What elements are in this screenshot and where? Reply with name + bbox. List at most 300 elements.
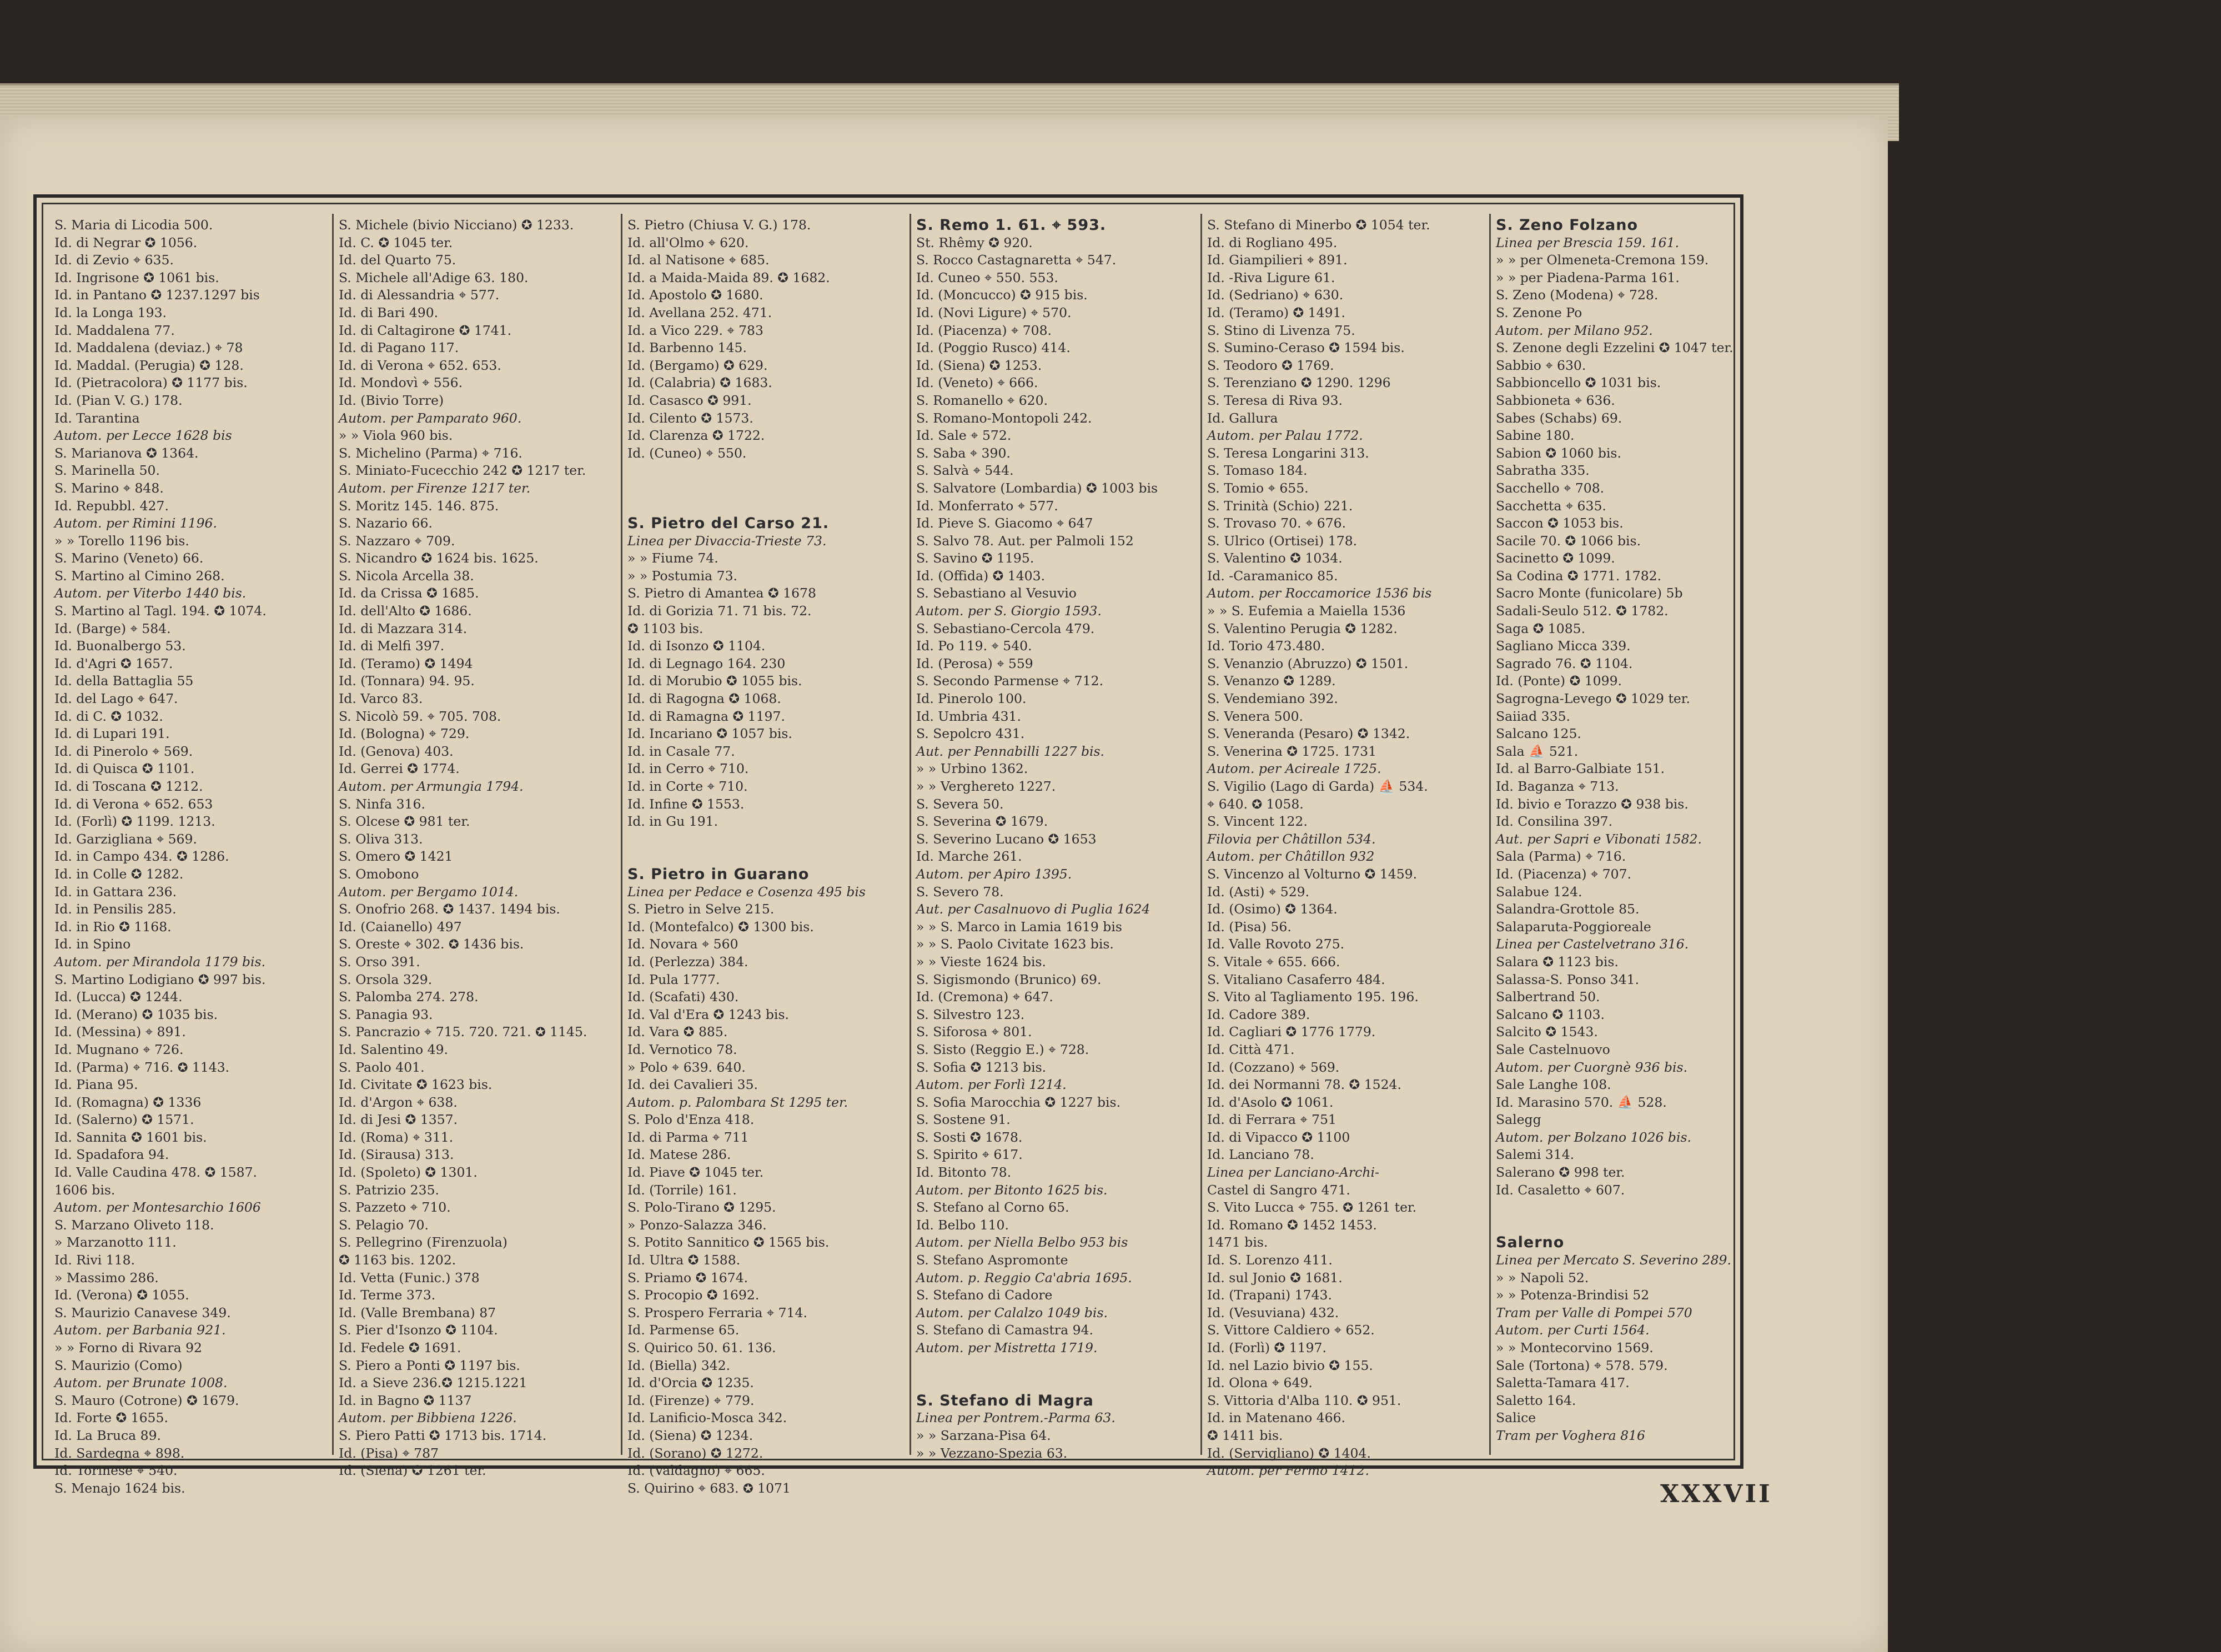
index-entry: S. Nicolò 59. ⌖ 705. 708. [339, 708, 501, 724]
index-entry: Id. (Bivio Torre) [339, 392, 444, 408]
index-entry: S. Vincenzo al Volturno ✪ 1459. [1207, 866, 1418, 882]
index-entry: Id. al Natisone ⌖ 685. [627, 252, 770, 268]
index-entry: Id. a Vico 229. ⌖ 783 [627, 322, 763, 338]
index-entry: Salbertrand 50. [1496, 989, 1600, 1005]
index-entry: S. Omobono [339, 866, 419, 882]
index-entry: S. Sostene 91. [916, 1112, 1011, 1128]
index-entry: S. Sigismondo (Brunico) 69. [916, 971, 1102, 987]
index-entry: Id. dei Cavalieri 35. [627, 1077, 758, 1093]
index-entry: Linea per Pedace e Cosenza 495 bis [627, 883, 866, 900]
index-heading: S. Stefano di Magra [916, 1392, 1094, 1409]
index-entry: Id. di Zevio ⌖ 635. [54, 252, 174, 268]
index-entry: Id. di Morubio ✪ 1055 bis. [627, 673, 802, 689]
index-entry: Autom. p. Reggio Ca'abria 1695. [916, 1269, 1132, 1286]
index-entry: Sabine 180. [1496, 428, 1575, 444]
index-entry: Salegg [1496, 1112, 1541, 1128]
index-entry: » » Vezzano-Spezia 63. [916, 1445, 1068, 1461]
index-entry: S. Vito al Tagliamento 195. 196. [1207, 989, 1419, 1005]
index-heading: S. Zeno Folzano [1496, 217, 1639, 234]
index-entry: Sacchello ⌖ 708. [1496, 480, 1605, 496]
index-entry: Id. Ultra ✪ 1588. [627, 1252, 741, 1268]
index-entry: S. Sisto (Reggio E.) ⌖ 728. [916, 1041, 1089, 1057]
index-heading: Salerno [1496, 1234, 1565, 1252]
index-entry: S. Salvatore (Lombardia) ✪ 1003 bis [916, 480, 1158, 496]
index-heading: S. Pietro del Carso 21. [627, 515, 830, 533]
index-entry: Id. Umbria 431. [916, 708, 1021, 724]
index-entry: Id. (Piacenza) ⌖ 707. [1496, 866, 1632, 882]
index-entry: Id. Maddal. (Perugia) ✪ 128. [54, 357, 244, 373]
index-entry: Filovia per Châtillon 534. [1207, 831, 1376, 847]
index-entry: S. Vito Lucca ⌖ 755. ✪ 1261 ter. [1207, 1199, 1417, 1216]
index-entry: Id. Forte ✪ 1655. [54, 1410, 168, 1426]
index-entry: Id. (Messina) ⌖ 891. [54, 1024, 186, 1040]
index-entry: Id. Maddalena 77. [54, 322, 175, 338]
index-entry: Id. Piave ✪ 1045 ter. [627, 1164, 764, 1181]
index-entry: S. Stefano Aspromonte [916, 1252, 1068, 1268]
index-entry: Id. di Negrar ✪ 1056. [54, 234, 198, 250]
index-entry: » Ponzo-Salazza 346. [627, 1217, 767, 1233]
index-entry: S. Vincent 122. [1207, 814, 1308, 830]
index-entry: S. Tomaso 184. [1207, 463, 1308, 479]
index-entry: Id. Bitonto 78. [916, 1164, 1012, 1181]
index-entry: Id. (Trapani) 1743. [1207, 1287, 1332, 1303]
index-entry: Id. -Caramanico 85. [1207, 568, 1338, 584]
index-entry: Id. (Biella) 342. [627, 1357, 731, 1373]
index-entry: S. Michelino (Parma) ⌖ 716. [339, 445, 522, 461]
index-entry: Id. (Torrile) 161. [627, 1182, 737, 1198]
index-entry: Id. Novara ⌖ 560 [627, 936, 738, 952]
index-entry: Id. Valle Rovoto 275. [1207, 936, 1345, 952]
index-entry: Id. Cagliari ✪ 1776 1779. [1207, 1024, 1376, 1040]
index-entry: Id. a Maida-Maida 89. ✪ 1682. [627, 269, 830, 285]
index-entry: S. Vitale ⌖ 655. 666. [1207, 953, 1340, 970]
index-entry: Autom. per Firenze 1217 ter. [339, 480, 531, 496]
index-entry: Id. in Spino [54, 936, 131, 952]
index-entry: S. Nazario 66. [339, 515, 433, 531]
index-entry: Id. (Ponte) ✪ 1099. [1496, 673, 1622, 689]
index-entry: S. Sosti ✪ 1678. [916, 1129, 1023, 1145]
index-entry: S. Trinità (Schio) 221. [1207, 498, 1353, 514]
index-entry: Autom. per Barbania 921. [54, 1322, 226, 1338]
index-entry: Id. di Pinerolo ⌖ 569. [54, 743, 193, 759]
index-entry: S. Pier d'Isonzo ✪ 1104. [339, 1322, 498, 1338]
index-entry: S. Siforosa ⌖ 801. [916, 1024, 1032, 1040]
index-entry: S. Stefano al Corno 65. [916, 1199, 1069, 1216]
index-column-3 [623, 217, 906, 1496]
index-entry: S. Zenone Po [1496, 304, 1582, 320]
index-entry: Id. dei Normanni 78. ✪ 1524. [1207, 1077, 1401, 1093]
index-entry: Autom. per Viterbo 1440 bis. [54, 585, 247, 601]
index-entry: Autom. per Calalzo 1049 bis. [916, 1304, 1108, 1320]
index-entry: Salemi 314. [1496, 1147, 1575, 1163]
index-entry: Id. (Forlì) ✪ 1197. [1207, 1340, 1326, 1355]
index-entry: S. Martino al Tagl. 194. ✪ 1074. [54, 603, 267, 619]
index-entry: » » Postumia 73. [627, 568, 737, 584]
index-entry: Id. di C. ✪ 1032. [54, 708, 163, 724]
index-entry: Id. (Moncucco) ✪ 915 bis. [916, 287, 1088, 303]
index-entry: » » Sarzana-Pisa 64. [916, 1427, 1051, 1443]
index-entry: Autom. per Montesarchio 1606 [54, 1199, 261, 1216]
index-entry: Sagrado 76. ✪ 1104. [1496, 655, 1633, 671]
index-entry: Id. Belbo 110. [916, 1217, 1009, 1233]
index-entry: S. Nicandro ✪ 1624 bis. 1625. [339, 550, 539, 566]
index-entry: S. Panagia 93. [339, 1006, 433, 1022]
index-entry: S. Sofia Marocchia ✪ 1227 bis. [916, 1094, 1121, 1110]
index-entry: Id. (Perlezza) 384. [627, 953, 748, 970]
index-entry: Id. Apostolo ✪ 1680. [627, 287, 763, 303]
index-entry: » » Torello 1196 bis. [54, 533, 189, 549]
index-entry: Id. di Alessandria ⌖ 577. [339, 287, 500, 303]
index-entry: Id. Clarenza ✪ 1722. [627, 428, 765, 444]
index-entry: Id. di Parma ⌖ 711 [627, 1129, 749, 1145]
index-entry: Sabbioneta ⌖ 636. [1496, 392, 1615, 408]
index-entry: Id. di Gorizia 71. 71 bis. 72. [627, 603, 812, 619]
index-entry: Id. Pinerolo 100. [916, 691, 1027, 707]
index-entry: S. Spirito ⌖ 617. [916, 1147, 1023, 1163]
index-entry: Sagrogna-Levego ✪ 1029 ter. [1496, 691, 1690, 707]
index-entry: S. Salvo 78. Aut. per Palmoli 152 [916, 533, 1134, 549]
index-entry: » » S. Paolo Civitate 1623 bis. [916, 936, 1114, 952]
index-entry: Id. di Bari 490. [339, 304, 439, 320]
index-entry: Sala (Parma) ⌖ 716. [1496, 848, 1626, 865]
index-entry: Sadali-Seulo 512. ✪ 1782. [1496, 603, 1669, 619]
index-entry: S. Savino ✪ 1195. [916, 550, 1034, 566]
index-gap [627, 480, 902, 498]
index-entry: Id. (Roma) ⌖ 311. [339, 1129, 454, 1145]
index-entry: Id. Cilento ✪ 1573. [627, 410, 753, 426]
index-entry: Id. Ingrisone ✪ 1061 bis. [54, 269, 219, 285]
index-entry: ✪ 1163 bis. 1202. [339, 1252, 456, 1268]
index-entry: Salcano ✪ 1103. [1496, 1006, 1605, 1022]
index-entry: Id. Torio 473.480. [1207, 638, 1325, 654]
index-entry: Id. di Quisca ✪ 1101. [54, 761, 195, 777]
index-entry: S. Tomio ⌖ 655. [1207, 480, 1309, 496]
index-entry: Sacchetta ⌖ 635. [1496, 498, 1606, 514]
index-entry: Id. Vara ✪ 885. [627, 1024, 728, 1040]
index-entry: S. Palomba 274. 278. [339, 989, 479, 1005]
index-entry: Id. Varco 83. [339, 691, 423, 707]
index-entry: Saiiad 335. [1496, 708, 1570, 724]
index-entry: S. Valentino Perugia ✪ 1282. [1207, 620, 1398, 636]
index-entry: Id. di Mazzara 314. [339, 620, 468, 636]
index-entry: Id. Parmense 65. [627, 1322, 740, 1338]
index-entry: Salcito ✪ 1543. [1496, 1024, 1598, 1040]
index-entry: Autom. per S. Giorgio 1593. [916, 603, 1102, 619]
index-entry: St. Rhêmy ✪ 920. [916, 234, 1033, 250]
index-entry: S. Nicola Arcella 38. [339, 568, 474, 584]
index-entry: S. Omero ✪ 1421 [339, 848, 453, 865]
index-entry: Id. dell'Alto ✪ 1686. [339, 603, 472, 619]
index-entry: S. Sumino-Ceraso ✪ 1594 bis. [1207, 340, 1405, 356]
index-entry: Id. di Jesi ✪ 1357. [339, 1112, 458, 1128]
index-entry: S. Vitaliano Casaferro 484. [1207, 971, 1385, 987]
index-entry: S. Miniato-Fucecchio 242 ✪ 1217 ter. [339, 463, 586, 479]
index-entry: S. Terenziano ✪ 1290. 1296 [1207, 375, 1391, 391]
index-entry: Id. (Osimo) ✪ 1364. [1207, 901, 1338, 917]
index-entry: Id. (Asti) ⌖ 529. [1207, 883, 1310, 900]
index-entry: Id. in Gu 191. [627, 814, 718, 830]
index-entry: Id. (Valdagno) ⌖ 665. [627, 1463, 765, 1479]
index-entry: Linea per Brescia 159. 161. [1496, 234, 1680, 250]
index-entry: Linea per Divaccia-Trieste 73. [627, 533, 827, 549]
index-entry: Id. Maddalena (deviaz.) ⌖ 78 [54, 340, 243, 356]
index-entry: Autom. per Acireale 1725. [1207, 761, 1381, 777]
index-entry: Id. (Pisa) 56. [1207, 918, 1292, 935]
index-entry: Id. (Pian V. G.) 178. [54, 392, 183, 408]
index-entry: Id. (Perosa) ⌖ 559 [916, 655, 1033, 671]
index-entry: S. Quirico 50. 61. 136. [627, 1340, 776, 1355]
index-column-2 [334, 217, 617, 1479]
index-entry: Autom. per Cuorgnè 936 bis. [1496, 1059, 1688, 1075]
index-entry: Id. (Teramo) ✪ 1491. [1207, 304, 1345, 320]
index-gap [627, 498, 902, 515]
index-entry: Id. di Legnago 164. 230 [627, 655, 786, 671]
index-entry: Id. (Sirausa) 313. [339, 1147, 454, 1163]
index-entry: Id. Sannita ✪ 1601 bis. [54, 1129, 207, 1145]
index-entry: S. Mauro (Cotrone) ✪ 1679. [54, 1392, 239, 1408]
index-entry: S. Pancrazio ⌖ 715. 720. 721. ✪ 1145. [339, 1024, 587, 1040]
index-entry: Id. Infine ✪ 1553. [627, 796, 745, 812]
index-entry: Sabbioncello ✪ 1031 bis. [1496, 375, 1661, 391]
index-entry: Id. di Ferrara ⌖ 751 [1207, 1112, 1336, 1128]
index-entry: S. Oliva 313. [339, 831, 423, 847]
index-entry: Id. (Serviglianо) ✪ 1404. [1207, 1445, 1371, 1461]
index-entry: Id. Cadore 389. [1207, 1006, 1310, 1022]
index-entry: Id. (Caianello) 497 [339, 918, 462, 935]
index-entry: 1471 bis. [1207, 1234, 1268, 1251]
index-entry: S. Vittoria d'Alba 110. ✪ 951. [1207, 1392, 1401, 1408]
index-entry: Sagliano Micca 339. [1496, 638, 1631, 654]
index-entry: Id. Città 471. [1207, 1041, 1295, 1057]
index-entry: » » Forno di Rivara 92 [54, 1340, 202, 1355]
index-entry: Aut. per Pennabilli 1227 bis. [916, 743, 1105, 759]
index-entry: S. Marino (Veneto) 66. [54, 550, 204, 566]
index-entry: Id. (Poggio Rusco) 414. [916, 340, 1071, 356]
index-entry: Id. (Vesuviana) 432. [1207, 1304, 1339, 1320]
column-divider [621, 214, 622, 1455]
index-entry: » » Potenza-Brindisi 52 [1496, 1287, 1650, 1303]
index-entry: Id. di Isonzo ✪ 1104. [627, 638, 766, 654]
index-entry: » » Fiume 74. [627, 550, 718, 566]
index-entry: Autom. per Milano 952. [1496, 322, 1653, 338]
index-entry: Id. Casasco ✪ 991. [627, 392, 752, 408]
index-entry: S. Venerina ✪ 1725. 1731 [1207, 743, 1377, 759]
index-entry: Id. in Gattara 236. [54, 883, 177, 900]
index-entry: Id. (Lucca) ✪ 1244. [54, 989, 183, 1005]
index-entry: Sabbio ⌖ 630. [1496, 357, 1586, 373]
index-entry: ✪ 1103 bis. [627, 620, 704, 636]
index-entry: Id. (Cozzano) ⌖ 569. [1207, 1059, 1340, 1075]
index-entry: Id. a Sieve 236.✪ 1215.1221 [339, 1375, 527, 1391]
index-entry: Id. (Offida) ✪ 1403. [916, 568, 1046, 584]
index-entry: S. Teodoro ✪ 1769. [1207, 357, 1334, 373]
index-entry: Id. Gerrei ✪ 1774. [339, 761, 460, 777]
index-entry: Id. la Longa 193. [54, 304, 167, 320]
index-gap [627, 831, 902, 848]
index-entry: S. Sofia ✪ 1213 bis. [916, 1059, 1047, 1075]
index-entry: Id. Valle Caudina 478. ✪ 1587. [54, 1164, 258, 1181]
index-entry: Id. Vetta (Funic.) 378 [339, 1269, 480, 1286]
index-entry: Aut. per Sapri e Vibonati 1582. [1496, 831, 1702, 847]
index-entry: Id. del Lago ⌖ 647. [54, 691, 178, 707]
index-entry: Id. del Quarto 75. [339, 252, 456, 268]
index-entry: Id. Tarantina [54, 410, 140, 426]
index-entry: S. Nazzaro ⌖ 709. [339, 533, 455, 549]
index-entry: Id. (Forlì) ✪ 1199. 1213. [54, 814, 215, 830]
index-entry: S. Michele all'Adige 63. 180. [339, 269, 529, 285]
index-entry: Autom. per Rimini 1196. [54, 515, 217, 531]
index-entry: Id. Pieve S. Giacomo ⌖ 647 [916, 515, 1093, 531]
index-entry: Id. Lanificio-Mosca 342. [627, 1410, 787, 1426]
index-entry: Id. Monferrato ⌖ 577. [916, 498, 1058, 514]
index-entry: Id. in Campo 434. ✪ 1286. [54, 848, 229, 865]
index-entry: S. Patrizio 235. [339, 1182, 440, 1198]
index-entry: Id. (Calabria) ✪ 1683. [627, 375, 772, 391]
index-entry: Id. in Casale 77. [627, 743, 735, 759]
index-entry: Tram per Voghera 816 [1496, 1427, 1645, 1443]
index-entry: » » S. Marco in Lamia 1619 bis [916, 918, 1122, 935]
index-entry: Id. Matese 286. [627, 1147, 731, 1163]
index-gap [627, 848, 902, 866]
index-entry: S. Teresa Longarini 313. [1207, 445, 1369, 461]
index-entry: Id. (Romagna) ✪ 1336 [54, 1094, 202, 1110]
index-entry: Id. di Toscana ✪ 1212. [54, 779, 203, 794]
index-entry: Id. Incariano ✪ 1057 bis. [627, 726, 792, 742]
index-entry: Saccon ✪ 1053 bis. [1496, 515, 1624, 531]
index-entry: S. Vigilio (Lago di Garda) ⛵ 534. [1207, 779, 1428, 794]
index-entry: Autom. per Bitonto 1625 bis. [916, 1182, 1108, 1198]
index-entry: » Massimo 286. [54, 1269, 159, 1286]
index-entry: Id. all'Olmo ⌖ 620. [627, 234, 749, 250]
index-entry: S. Pellegrino (Firenzuola) [339, 1234, 507, 1251]
index-entry: Id. (Parma) ⌖ 716. ✪ 1143. [54, 1059, 230, 1075]
index-entry: S. Romanello ⌖ 620. [916, 392, 1048, 408]
index-entry: Id. di Vipacco ✪ 1100 [1207, 1129, 1350, 1145]
index-entry: Sacinetto ✪ 1099. [1496, 550, 1615, 566]
index-entry: S. Marianova ✪ 1364. [54, 445, 199, 461]
index-entry: S. Romano-Montopoli 242. [916, 410, 1092, 426]
index-entry: Autom. per Forlì 1214. [916, 1077, 1067, 1093]
index-entry: S. Valentino ✪ 1034. [1207, 550, 1343, 566]
index-column-4 [912, 217, 1200, 1461]
index-entry: Id. (Scafati) 430. [627, 989, 739, 1005]
column-divider [1200, 214, 1202, 1455]
index-entry: Id. d'Agri ✪ 1657. [54, 655, 173, 671]
index-entry: Sale Langhe 108. [1496, 1077, 1611, 1093]
index-entry: Id. Rivi 118. [54, 1252, 135, 1268]
index-entry: » » Viola 960 bis. [339, 428, 453, 444]
index-entry: Id. Lanciano 78. [1207, 1147, 1314, 1163]
index-entry: Id. d'Argon ⌖ 638. [339, 1094, 458, 1110]
index-entry: S. Zeno (Modena) ⌖ 728. [1496, 287, 1659, 303]
index-entry: Id. Consilina 397. [1496, 814, 1613, 830]
index-entry: S. Priamo ✪ 1674. [627, 1269, 748, 1286]
index-entry: S. Sepolcro 431. [916, 726, 1025, 742]
index-entry: Id. sul Jonio ✪ 1681. [1207, 1269, 1343, 1286]
index-entry: S. Polo-Tirano ✪ 1295. [627, 1199, 776, 1216]
index-entry: Id. Mondovì ⌖ 556. [339, 375, 463, 391]
index-entry: Id. Cuneo ⌖ 550. 553. [916, 269, 1058, 285]
index-entry: Id. Terme 373. [339, 1287, 436, 1303]
index-entry: Id. Sale ⌖ 572. [916, 428, 1012, 444]
index-entry: Id. in Rio ✪ 1168. [54, 918, 172, 935]
index-entry: Id. Val d'Era ✪ 1243 bis. [627, 1006, 789, 1022]
index-entry: Autom. p. Palombara St 1295 ter. [627, 1094, 848, 1110]
index-entry: S. Menajo 1624 bis. [54, 1480, 185, 1496]
index-entry: Id. (Siena) ✪ 1261 ter. [339, 1463, 486, 1479]
index-entry: Linea per Lanciano-Archi- [1207, 1164, 1379, 1181]
index-gap [916, 1357, 1196, 1375]
index-entry: Salice [1496, 1410, 1536, 1426]
index-entry: Linea per Mercato S. Severino 289. [1496, 1252, 1731, 1268]
index-entry: Id. di Verona ⌖ 652. 653. [339, 357, 501, 373]
index-entry: Id. d'Orcia ✪ 1235. [627, 1375, 754, 1391]
index-entry: Id. di Melfi 397. [339, 638, 445, 654]
index-entry: Saletta-Tamara 417. [1496, 1375, 1630, 1391]
index-entry: Tram per Valle di Pompei 570 [1496, 1304, 1692, 1320]
index-entry: Id. (Teramo) ✪ 1494 [339, 655, 473, 671]
index-entry: S. Martino Lodigiano ✪ 997 bis. [54, 971, 266, 987]
index-entry: S. Vittore Caldiero ⌖ 652. [1207, 1322, 1375, 1338]
index-entry: Autom. per Apiro 1395. [916, 866, 1072, 882]
page-number: XXXVII [1660, 1480, 1772, 1508]
index-entry: S. Stino di Livenza 75. [1207, 322, 1355, 338]
index-entry: S. Zenone degli Ezzelini ✪ 1047 ter. [1496, 340, 1733, 356]
index-entry: Id. Giampilieri ⌖ 891. [1207, 252, 1348, 268]
index-entry: Id. (Siena) ✪ 1253. [916, 357, 1042, 373]
index-entry: S. Paolo 401. [339, 1059, 425, 1075]
index-entry: Id. in Bagno ✪ 1137 [339, 1392, 472, 1408]
index-entry: Id. (Montefalco) ✪ 1300 bis. [627, 918, 814, 935]
index-entry: Id. (Salerno) ✪ 1571. [54, 1112, 194, 1128]
index-entry: Id. C. ✪ 1045 ter. [339, 234, 453, 250]
index-entry: S. Orsola 329. [339, 971, 433, 987]
index-entry: Id. della Battaglia 55 [54, 673, 194, 689]
index-entry: Id. Civitate ✪ 1623 bis. [339, 1077, 493, 1093]
index-entry: Id. (Cuneo) ⌖ 550. [627, 445, 747, 461]
index-entry: » Marzanotto 111. [54, 1234, 177, 1251]
index-entry: Id. (Sedriano) ⌖ 630. [1207, 287, 1344, 303]
index-entry: Id. Barbenno 145. [627, 340, 747, 356]
index-column-6 [1491, 217, 1733, 1449]
index-entry: S. Martino al Cimino 268. [54, 568, 225, 584]
index-entry: S. Secondo Parmense ⌖ 712. [916, 673, 1104, 689]
index-entry: Id. Marche 261. [916, 848, 1022, 865]
index-entry: Id. S. Lorenzo 411. [1207, 1252, 1333, 1268]
index-entry: Id. in Matenano 466. [1207, 1410, 1346, 1426]
index-entry: Autom. per Pamparato 960. [339, 410, 522, 426]
index-entry: Sa Codina ✪ 1771. 1782. [1496, 568, 1662, 584]
index-entry: Id. Marasino 570. ⛵ 528. [1496, 1094, 1667, 1110]
index-entry: Id. (Novi Ligure) ⌖ 570. [916, 304, 1072, 320]
index-entry: Id. in Corte ⌖ 710. [627, 779, 748, 794]
index-entry: S. Stefano di Minerbo ✪ 1054 ter. [1207, 217, 1430, 233]
index-entry: Id. d'Asolo ✪ 1061. [1207, 1094, 1334, 1110]
index-entry: S. Pazzeto ⌖ 710. [339, 1199, 451, 1216]
column-divider [909, 214, 911, 1455]
index-entry: S. Ninfa 316. [339, 796, 425, 812]
index-entry: Aut. per Casalnuovo di Puglia 1624 [916, 901, 1150, 917]
index-entry: S. Trovaso 70. ⌖ 676. [1207, 515, 1346, 531]
index-entry: Sabes (Schabs) 69. [1496, 410, 1622, 426]
index-entry: Salara ✪ 1123 bis. [1496, 953, 1619, 970]
index-entry: S. Pelagio 70. [339, 1217, 429, 1233]
index-entry: Id. (Bergamo) ✪ 629. [627, 357, 768, 373]
index-entry: » » Vieste 1624 bis. [916, 953, 1046, 970]
index-entry: S. Silvestro 123. [916, 1006, 1025, 1022]
column-divider [1489, 214, 1491, 1455]
index-entry: Id. (Spoleto) ✪ 1301. [339, 1164, 478, 1181]
